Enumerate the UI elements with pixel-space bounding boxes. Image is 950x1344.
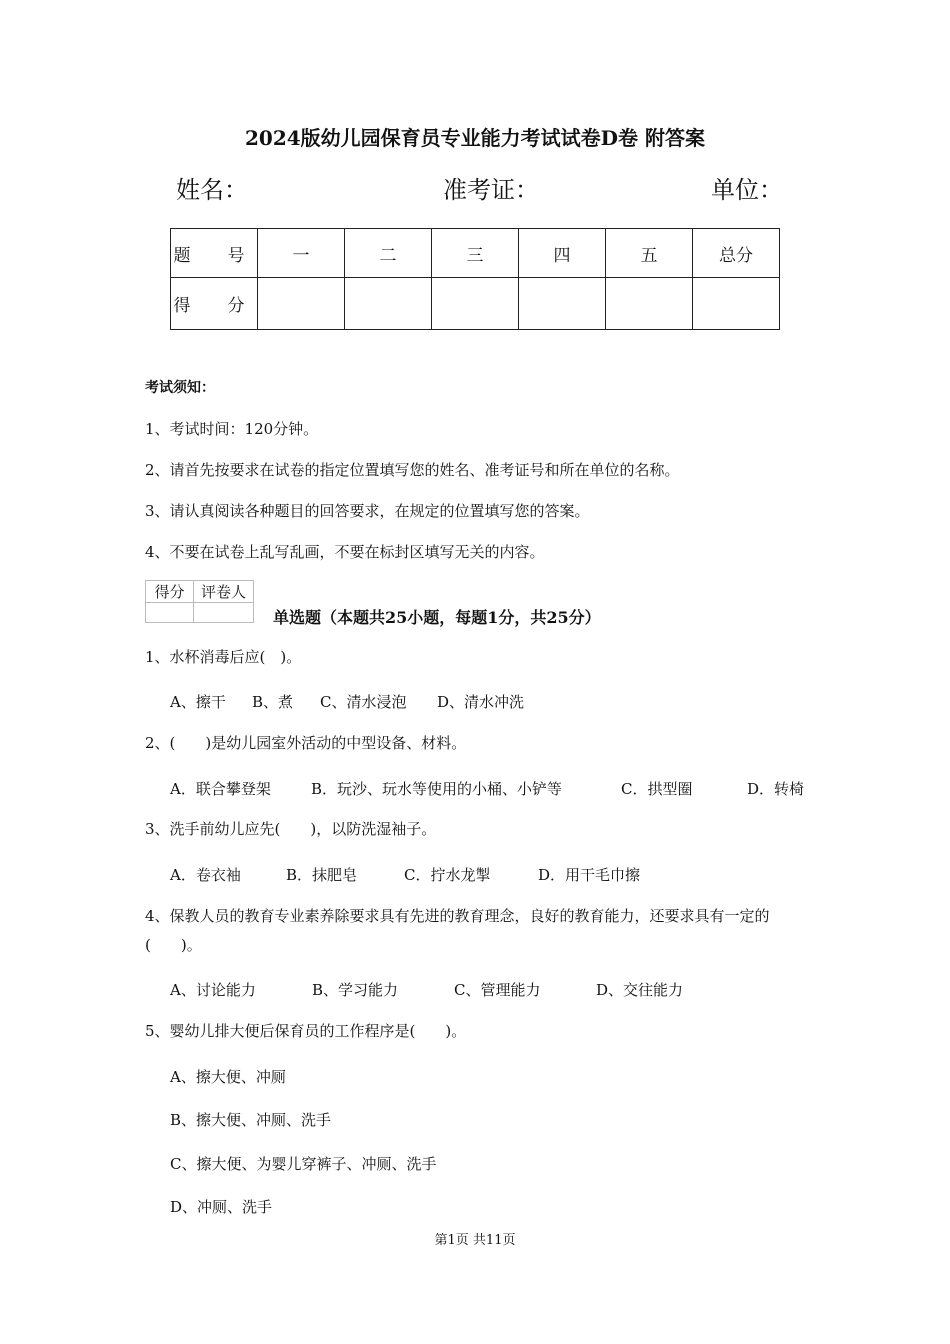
score-cell-4[interactable] bbox=[519, 278, 606, 330]
grader-table-score-label: 得分 bbox=[146, 581, 194, 603]
question-option: D、交往能力 bbox=[596, 981, 684, 999]
question-option: B．玩沙、玩水等使用的小桶、小铲等 bbox=[311, 780, 563, 798]
unit-field-label: 单位： bbox=[711, 176, 783, 204]
notice-heading: 考试须知： bbox=[145, 380, 215, 396]
score-table-col-1: 一 bbox=[258, 229, 345, 278]
question-option: A、讨论能力 bbox=[170, 981, 256, 999]
notice-item: 3、请认真阅读各种题目的回答要求，在规定的位置填写您的答案。 bbox=[145, 502, 590, 520]
question-stem: 4、保教人员的教育专业素养除要求具有先进的教育理念，良好的教育能力，还要求具有一定的( )。 bbox=[145, 907, 770, 954]
question-stem: 3、洗手前幼儿应先( )，以防洗湿袖子。 bbox=[145, 820, 437, 838]
question-stem: 1、水杯消毒后应( )。 bbox=[145, 648, 302, 666]
exam-id-field-label: 准考证： bbox=[443, 176, 539, 204]
score-cell-5[interactable] bbox=[606, 278, 693, 330]
score-cell-3[interactable] bbox=[432, 278, 519, 330]
question-option: B、学习能力 bbox=[312, 981, 399, 999]
score-table-col-3: 三 bbox=[432, 229, 519, 278]
score-table-score-label: 得 分 bbox=[171, 278, 258, 330]
question-option: A、擦大便、冲厕 bbox=[170, 1068, 286, 1086]
question-option: B、煮 bbox=[252, 693, 294, 711]
question-stem: 2、( )是幼儿园室外活动的中型设备、材料。 bbox=[145, 734, 467, 752]
question-option: B．抹肥皂 bbox=[286, 866, 358, 884]
question-option: C、擦大便、为婴儿穿裤子、冲厕、洗手 bbox=[170, 1155, 437, 1173]
page-title: 2024版幼儿园保育员专业能力考试试卷D卷 附答案 bbox=[245, 126, 705, 150]
score-table-col-2: 二 bbox=[345, 229, 432, 278]
score-cell-1[interactable] bbox=[258, 278, 345, 330]
grader-table-grader-label: 评卷人 bbox=[194, 581, 254, 603]
question-option: C．拱型圈 bbox=[621, 780, 693, 798]
question-option: A、擦干 bbox=[170, 693, 226, 711]
score-table-col-5: 五 bbox=[606, 229, 693, 278]
question-option: A．联合攀登架 bbox=[170, 780, 271, 798]
name-field-label: 姓名： bbox=[176, 176, 248, 204]
question-option: C、清水浸泡 bbox=[320, 693, 407, 711]
score-table-header-label: 题 号 bbox=[171, 229, 258, 278]
question-option: D、清水冲洗 bbox=[437, 693, 525, 711]
notice-item: 1、考试时间：120分钟。 bbox=[145, 420, 319, 438]
grader-table-score-cell[interactable] bbox=[146, 603, 194, 623]
question-option: D．转椅 bbox=[747, 780, 805, 798]
notice-item: 4、不要在试卷上乱写乱画，不要在标封区填写无关的内容。 bbox=[145, 543, 545, 561]
score-table-score-row bbox=[171, 278, 780, 330]
score-table bbox=[170, 228, 780, 330]
question-option: A．卷衣袖 bbox=[170, 866, 241, 884]
question-stem: 5、婴幼儿排大便后保育员的工作程序是( )。 bbox=[145, 1022, 467, 1040]
question-option: D．用干毛巾擦 bbox=[538, 866, 641, 884]
question-option: C．拧水龙掣 bbox=[404, 866, 491, 884]
question-option: B、擦大便、冲厕、洗手 bbox=[170, 1111, 332, 1129]
notice-item: 2、请首先按要求在试卷的指定位置填写您的姓名、准考证号和所在单位的名称。 bbox=[145, 461, 680, 479]
score-table-col-4: 四 bbox=[519, 229, 606, 278]
score-table-col-total: 总分 bbox=[693, 229, 780, 278]
score-cell-total[interactable] bbox=[693, 278, 780, 330]
question-option: C、管理能力 bbox=[454, 981, 541, 999]
question-option: D、冲厕、洗手 bbox=[170, 1198, 273, 1216]
page-number: 第1页 共11页 bbox=[434, 1233, 516, 1248]
section-title: 单选题（本题共25小题，每题1分，共25分） bbox=[273, 608, 601, 627]
score-cell-2[interactable] bbox=[345, 278, 432, 330]
score-table-header-row bbox=[171, 229, 780, 278]
grader-table bbox=[145, 580, 254, 623]
grader-table-grader-cell[interactable] bbox=[194, 603, 254, 623]
